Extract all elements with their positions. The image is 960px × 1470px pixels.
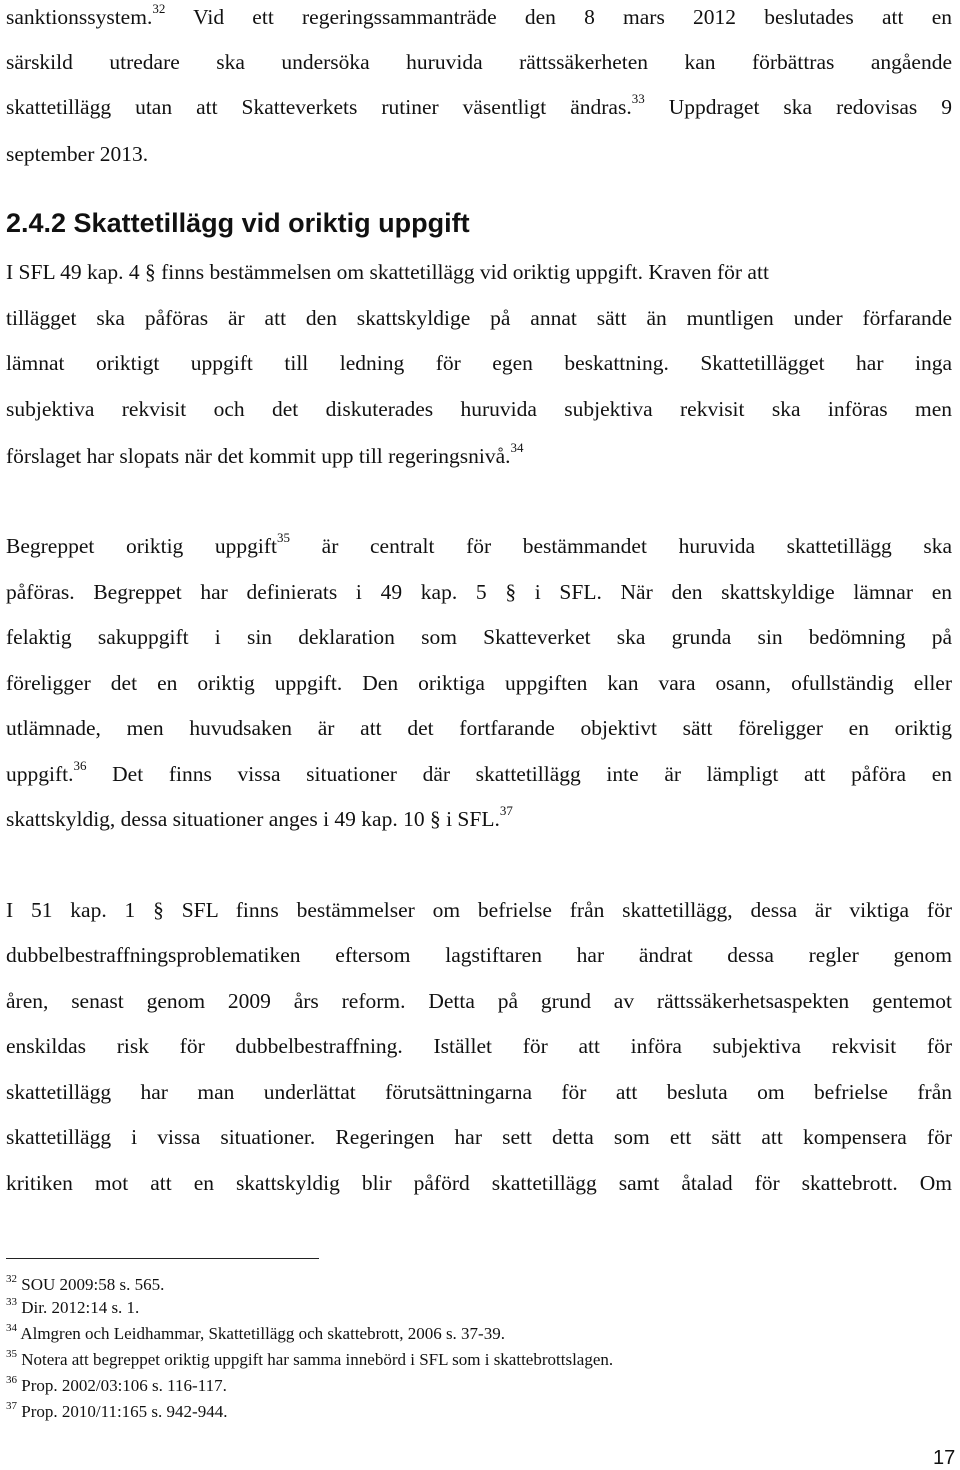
body-line: åren, senast genom 2009 års reform. Detta på grund av rättssäkerhetsaspekten gentemot <box>6 989 952 1013</box>
footnote-separator <box>6 1258 319 1259</box>
body-line: påföras. Begreppet har definierats i 49 kap. 5 § i SFL. När den skattskyldige lämnar en <box>6 580 952 604</box>
footnote: $^{36}$ Prop. 2002/03:106 s. 116-117. <box>6 1374 227 1395</box>
footnote: $^{32}$ SOU 2009:58 s. 565. <box>6 1273 165 1294</box>
body-line: föreligger det en oriktig uppgift. Den oriktiga uppgiften kan vara osann, ofullständig eller <box>6 671 952 695</box>
body-line: felaktig sakuppgift i sin deklaration som Skatteverket ska grunda sin bedömning på <box>6 625 952 649</box>
body-line: särskild utredare ska undersöka huruvida rättssäkerheten kan förbättras angående <box>6 50 952 74</box>
body-line: kritiken mot att en skattskyldig blir påförd skattetillägg samt åtalad för skattebrott. Om <box>6 1171 952 1195</box>
body-line: lämnat oriktigt uppgift till ledning för egen beskattning. Skattetillägget har inga <box>6 351 952 375</box>
body-line: enskildas risk för dubbelbestraffning. Istället för att införa subjektiva rekvisit för <box>6 1034 952 1058</box>
body-line: I 51 kap. 1 § SFL finns bestämmelser om befrielse från skattetillägg, dessa är viktiga för <box>6 898 952 922</box>
body-line: I SFL 49 kap. 4 § finns bestämmelsen om skattetillägg vid oriktig uppgift. Kraven för att <box>6 260 769 284</box>
body-line: förslaget har slopats när det kommit upp till regeringsnivå.$^{34}$ <box>6 440 524 468</box>
footnote: $^{35}$ Notera att begreppet oriktig uppgift har samma innebörd i SFL som i skattebrottslagen. <box>6 1348 614 1369</box>
body-line: skattetillägg utan att Skatteverkets rutiner väsentligt ändras.$^{33}$ Uppdraget ska redovisas 9 <box>6 91 953 119</box>
section-heading: 2.4.2 Skattetillägg vid oriktig uppgift <box>6 208 470 238</box>
body-line: tillägget ska påföras är att den skattskyldige på annat sätt än muntligen under förfarande <box>6 306 952 330</box>
page-number: 17 <box>933 1447 956 1469</box>
body-line: skattetillägg i vissa situationer. Regeringen har sett detta som ett sätt att kompensera för <box>6 1125 952 1149</box>
footnote: $^{34}$ Almgren och Leidhammar, Skattetillägg och skattebrott, 2006 s. 37-39. <box>6 1322 505 1343</box>
body-line: subjektiva rekvisit och det diskuterades huruvida subjektiva rekvisit ska införas men <box>6 397 952 421</box>
body-line: utlämnade, men huvudsaken är att det fortfarande objektivt sätt föreligger en oriktig <box>6 716 952 740</box>
footnote: $^{37}$ Prop. 2010/11:165 s. 942-944. <box>6 1400 228 1421</box>
body-line: uppgift.$^{36}$ Det finns vissa situationer där skattetillägg inte är lämpligt att påföra en <box>6 758 952 786</box>
body-line: september 2013. <box>6 142 149 166</box>
body-line: skattetillägg har man underlättat förutsättningarna för att besluta om befrielse från <box>6 1080 952 1104</box>
body-line: Begreppet oriktig uppgift$^{35}$ är centralt för bestämmandet huruvida skattetillägg ska <box>6 530 952 558</box>
body-line: dubbelbestraffningsproblematiken eftersom lagstiftaren har ändrat dessa regler genom <box>6 943 952 967</box>
body-line: sanktionssystem.$^{32}$ Vid ett regeringssammanträde den 8 mars 2012 beslutades att en <box>6 1 952 29</box>
body-line: skattskyldig, dessa situationer anges i 49 kap. 10 § i SFL.$^{37}$ <box>6 803 513 831</box>
footnote: $^{33}$ Dir. 2012:14 s. 1. <box>6 1296 140 1317</box>
